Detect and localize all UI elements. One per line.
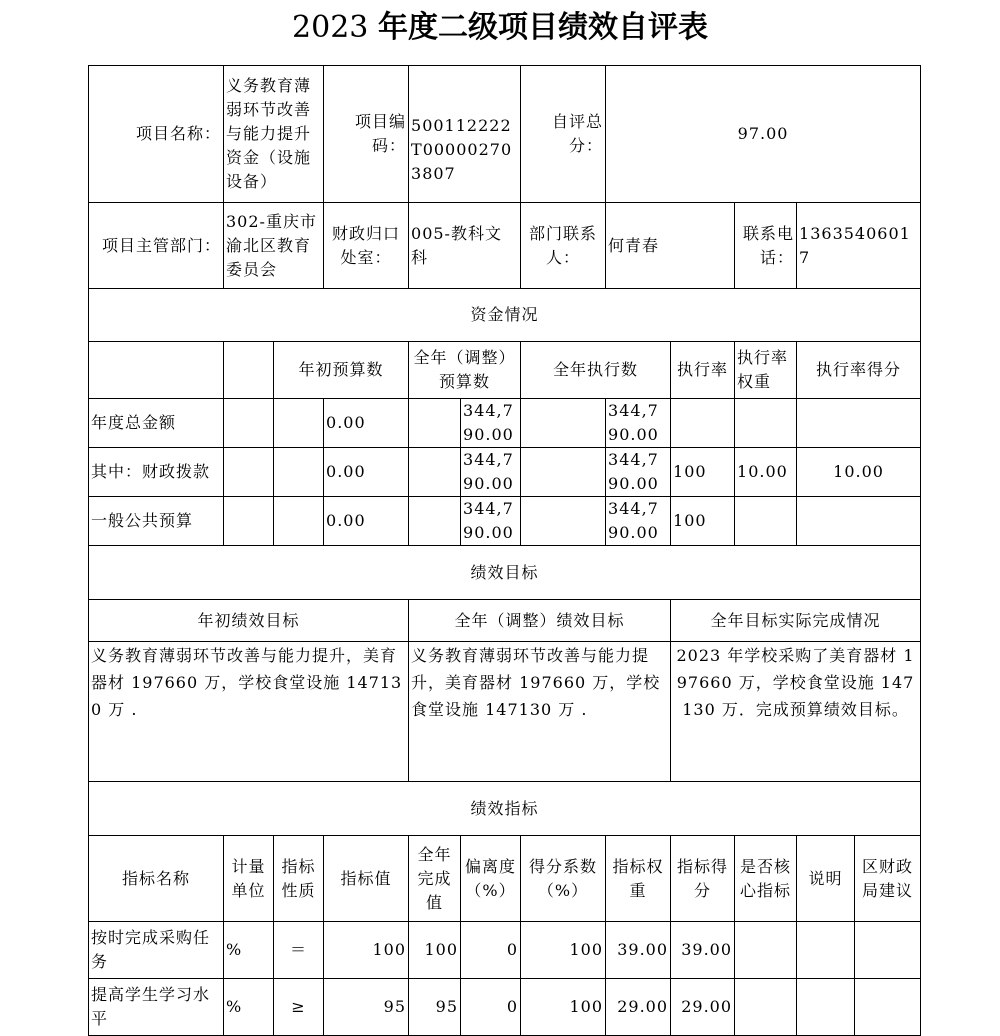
funds-header-rate: 执行率	[671, 342, 735, 399]
blank-cell	[274, 448, 324, 497]
ind-advice	[855, 979, 921, 1036]
blank-cell	[274, 497, 324, 546]
title-year: 2023	[292, 10, 369, 45]
project-code-label: 项目编码：	[324, 66, 409, 203]
ind-unit: %	[224, 922, 274, 979]
funds-header-blank	[89, 342, 224, 399]
blank-cell	[521, 448, 606, 497]
blank-cell	[224, 448, 274, 497]
ind-header-score: 指标得分	[671, 836, 735, 922]
blank-cell	[409, 497, 461, 546]
ind-nature: ≥	[274, 979, 324, 1036]
ind-score: 29.00	[671, 979, 735, 1036]
ind-note	[797, 979, 855, 1036]
funds-score: 10.00	[797, 448, 921, 497]
funds-executed: 344,790.00	[606, 448, 671, 497]
indicator-row	[89, 979, 921, 1036]
finance: 005-教科文科	[409, 203, 521, 289]
ind-core	[735, 922, 797, 979]
funds-executed: 344,790.00	[606, 399, 671, 448]
funds-row-label: 一般公共预算	[89, 497, 224, 546]
indicator-row	[89, 922, 921, 979]
funds-header-blank	[224, 342, 274, 399]
project-name-label: 项目名称：	[89, 66, 224, 203]
ind-nature: ＝	[274, 922, 324, 979]
ind-header-core: 是否核心指标	[735, 836, 797, 922]
ind-coef: 100	[521, 979, 606, 1036]
goals-header-adjusted: 全年（调整）绩效目标	[409, 600, 671, 642]
ind-header-advice: 区财政局建议	[855, 836, 921, 922]
funds-adjusted: 344,790.00	[461, 448, 521, 497]
self-score: 97.00	[606, 66, 921, 203]
funds-rate: 100	[671, 448, 735, 497]
ind-score: 39.00	[671, 922, 735, 979]
ind-target: 95	[324, 979, 409, 1036]
dept-label: 项目主管部门：	[89, 203, 224, 289]
ind-name: 按时完成采购任务	[89, 922, 224, 979]
contact-label: 部门联系人：	[521, 203, 606, 289]
ind-coef: 100	[521, 922, 606, 979]
funds-rate	[671, 399, 735, 448]
goals-adjusted: 义务教育薄弱环节改善与能力提升，美育器材 197660 万，学校食堂设施 147130 万 .	[409, 642, 671, 782]
indicators-section-title: 绩效指标	[89, 782, 921, 836]
title-text: 年度二级项目绩效自评表	[377, 10, 708, 45]
performance-table	[88, 65, 921, 1036]
funds-header-adjusted: 全年（调整）预算数	[409, 342, 521, 399]
blank-cell	[224, 497, 274, 546]
ind-header-name: 指标名称	[89, 836, 224, 922]
funds-row	[89, 448, 921, 497]
ind-header-weight: 指标权重	[606, 836, 671, 922]
dept: 302-重庆市渝北区教育委员会	[224, 203, 324, 289]
phone-label: 联系电话：	[735, 203, 797, 289]
funds-initial: 0.00	[324, 448, 409, 497]
ind-header-nature: 指标性质	[274, 836, 324, 922]
ind-header-deviation: 偏离度（%）	[461, 836, 521, 922]
funds-weight	[735, 399, 797, 448]
funds-row-label: 其中：财政拨款	[89, 448, 224, 497]
funds-row	[89, 399, 921, 448]
blank-cell	[274, 399, 324, 448]
goals-header-initial: 年初绩效目标	[89, 600, 409, 642]
ind-target: 100	[324, 922, 409, 979]
funds-weight	[735, 497, 797, 546]
funds-initial: 0.00	[324, 399, 409, 448]
ind-advice	[855, 922, 921, 979]
finance-label: 财政归口处室：	[324, 203, 409, 289]
blank-cell	[224, 399, 274, 448]
funds-header-weight: 执行率权重	[735, 342, 797, 399]
goals-section-title: 绩效目标	[89, 546, 921, 600]
ind-core	[735, 979, 797, 1036]
phone: 13635406017	[797, 203, 921, 289]
blank-cell	[521, 497, 606, 546]
funds-row	[89, 497, 921, 546]
project-name: 义务教育薄弱环节改善与能力提升资金（设施设备）	[224, 66, 324, 203]
ind-actual: 100	[409, 922, 461, 979]
funds-header-executed: 全年执行数	[521, 342, 671, 399]
ind-deviation: 0	[461, 922, 521, 979]
ind-header-actual: 全年完成值	[409, 836, 461, 922]
funds-score	[797, 497, 921, 546]
blank-cell	[409, 399, 461, 448]
funds-header-score: 执行率得分	[797, 342, 921, 399]
ind-actual: 95	[409, 979, 461, 1036]
goals-actual: 2023 年学校采购了美育器材 197660 万，学校食堂设施 147130 万．完成预算绩效目标。	[671, 642, 921, 782]
blank-cell	[409, 448, 461, 497]
ind-weight: 29.00	[606, 979, 671, 1036]
ind-note	[797, 922, 855, 979]
goals-initial: 义务教育薄弱环节改善与能力提升，美育器材 197660 万，学校食堂设施 147130 万 .	[89, 642, 409, 782]
funds-rate: 100	[671, 497, 735, 546]
funds-header-initial: 年初预算数	[274, 342, 409, 399]
funds-initial: 0.00	[324, 497, 409, 546]
funds-weight: 10.00	[735, 448, 797, 497]
ind-weight: 39.00	[606, 922, 671, 979]
project-code: 500112222T000002703807	[409, 66, 521, 203]
ind-header-unit: 计量单位	[224, 836, 274, 922]
funds-adjusted: 344,790.00	[461, 497, 521, 546]
blank-cell	[521, 399, 606, 448]
ind-header-target: 指标值	[324, 836, 409, 922]
goals-header-actual: 全年目标实际完成情况	[671, 600, 921, 642]
ind-deviation: 0	[461, 979, 521, 1036]
funds-executed: 344,790.00	[606, 497, 671, 546]
funds-section-title: 资金情况	[89, 289, 921, 342]
ind-unit: %	[224, 979, 274, 1036]
funds-score	[797, 399, 921, 448]
contact: 何青春	[606, 203, 735, 289]
funds-adjusted: 344,790.00	[461, 399, 521, 448]
page-title	[0, 8, 1000, 48]
funds-row-label: 年度总金额	[89, 399, 224, 448]
ind-header-note: 说明	[797, 836, 855, 922]
ind-name: 提高学生学习水平	[89, 979, 224, 1036]
self-score-label: 自评总分：	[521, 66, 606, 203]
ind-header-coef: 得分系数（%）	[521, 836, 606, 922]
